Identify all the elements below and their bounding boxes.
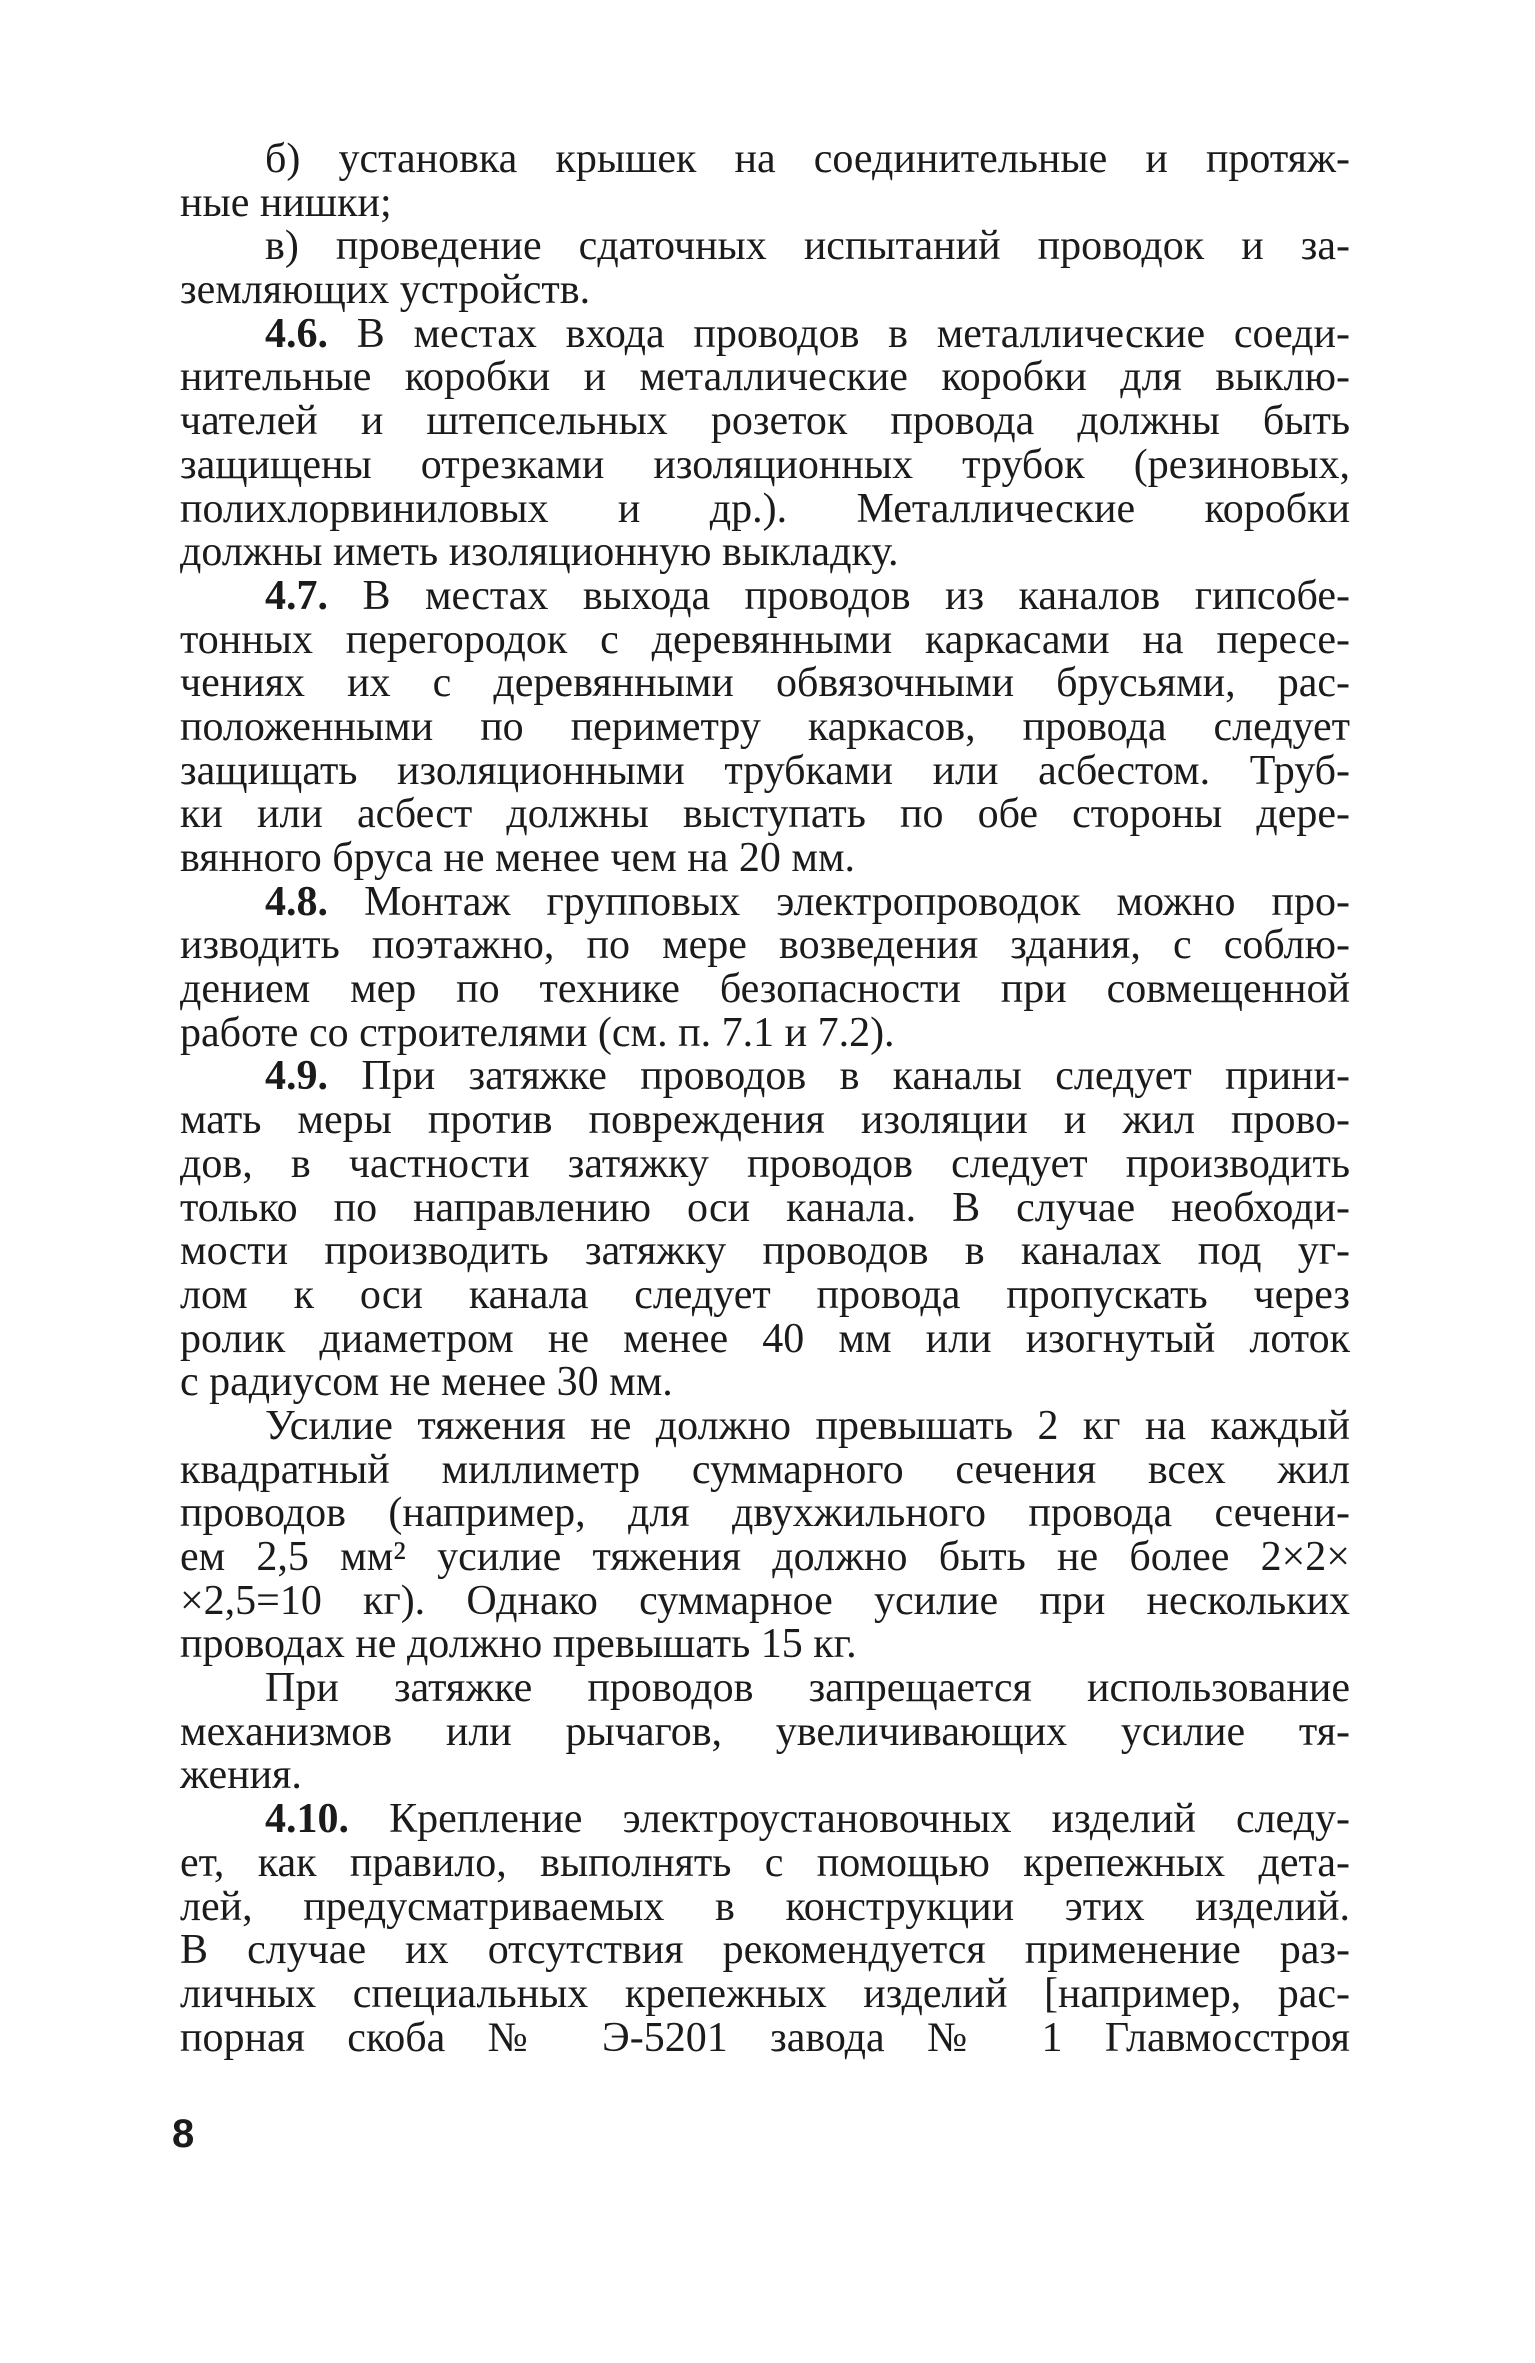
paragraph-4-7 — [180, 572, 1350, 881]
text-run: В местах выхода проводов из каналов гипсобе- — [328, 572, 1350, 619]
text-line: квадратный миллиметр суммарного сечения всех жил — [180, 1446, 1350, 1493]
text-line: дением мер по технике безопасности при совмещенной — [180, 966, 1350, 1013]
text-line — [180, 1055, 1350, 1099]
text-run: В местах входа проводов в металлические соеди- — [328, 310, 1350, 357]
text-line: лом к оси канала следует провода пропускать через — [180, 1271, 1350, 1318]
text-line: ×2,5=10 кг). Однако суммарное усилие при нескольких — [180, 1577, 1350, 1624]
text-line: ки или асбест должны выступать по обе стороны дере- — [180, 791, 1350, 838]
text-line: чениях их с деревянными обвязочными брусьями, рас- — [180, 660, 1350, 707]
paragraph — [180, 138, 1350, 225]
text-line — [180, 572, 1350, 619]
text-run: При затяжке проводов в каналы следует прини- — [328, 1053, 1350, 1100]
text-run: Монтаж групповых электропроводок можно про- — [328, 878, 1350, 925]
text-line: При затяжке проводов запрещается использование — [265, 1665, 1350, 1712]
text-line: порная скоба № Э-5201 завода № 1 Главмосстроя — [180, 2014, 1350, 2061]
paragraph-4-9 — [180, 1055, 1350, 1405]
section-number: 4.8. — [265, 878, 328, 925]
text-line: б) установка крышек на соединительные и протяж- — [265, 136, 1350, 182]
text-line: проводов (например, для двухжильного провода сечени- — [180, 1490, 1350, 1537]
text-line: жения. — [180, 1752, 302, 1799]
text-run: Крепление электроустановочных изделий следу- — [349, 1796, 1350, 1843]
section-number: 4.6. — [265, 310, 328, 357]
section-number: 4.10. — [265, 1796, 349, 1843]
text-line: ем 2,5 мм² усилие тяжения должно быть не более 2×2× — [180, 1534, 1350, 1580]
page-number: 8 — [172, 2112, 195, 2156]
text-line: полихлорвиниловых и др.). Металлические коробки — [180, 485, 1350, 532]
text-line: изводить поэтажно, по мере возведения здания, с соблю- — [180, 922, 1350, 969]
document-body — [180, 138, 1350, 2060]
text-line: личных специальных крепежных изделий [например, рас- — [180, 1970, 1350, 2017]
text-line: Усилие тяжения не должно превышать 2 кг на каждый — [265, 1402, 1350, 1449]
text-line: В случае их отсутствия рекомендуется применение раз- — [180, 1927, 1350, 1974]
text-line: положенными по периметру каркасов, провода следует — [180, 703, 1350, 750]
paragraph-4-6 — [180, 310, 1350, 576]
text-line: ет, как правило, выполнять с помощью крепежных дета- — [180, 1839, 1350, 1886]
text-line: механизмов или рычагов, увеличивающих усилие тя- — [180, 1708, 1350, 1755]
text-line: лей, предусматриваемых в конструкции этих изделий. — [180, 1883, 1350, 1930]
text-line: защищены отрезками изоляционных трубок (резиновых, — [180, 441, 1350, 488]
text-line: работе со строителями (см. п. 7.1 и 7.2). — [180, 1009, 895, 1056]
text-line: только по направлению оси канала. В случае необходи- — [180, 1184, 1350, 1231]
text-line: дов, в частности затяжку проводов следует производить — [180, 1140, 1350, 1187]
paragraph — [180, 225, 1350, 312]
text-line: нительные коробки и металлические коробки для выклю- — [180, 354, 1350, 401]
paragraph-4-8 — [180, 878, 1350, 1056]
text-line — [180, 878, 1350, 925]
paragraph — [180, 1667, 1350, 1798]
text-line: с радиусом не менее 30 мм. — [180, 1359, 673, 1406]
text-line: проводах не должно превышать 15 кг. — [180, 1621, 857, 1668]
text-line — [180, 310, 1350, 357]
text-line: ролик диаметром не менее 40 мм или изогнутый лоток — [180, 1315, 1350, 1362]
text-line — [180, 1798, 1350, 1842]
text-line: должны иметь изоляционную выкладку. — [180, 529, 899, 576]
text-line: чателей и штепсельных розеток провода должны быть — [180, 398, 1350, 445]
text-line: защищать изоляционными трубками или асбестом. Труб- — [180, 747, 1350, 794]
section-number: 4.9. — [265, 1053, 328, 1100]
text-line: мать меры против повреждения изоляции и жил прово- — [180, 1097, 1350, 1144]
text-line: ные нишки; — [180, 179, 392, 226]
text-line: земляющих устройств. — [180, 267, 591, 314]
text-line: тонных перегородок с деревянными каркасами на пересе- — [180, 616, 1350, 663]
text-line: вянного бруса не менее чем на 20 мм. — [180, 835, 856, 881]
text-line: мости производить затяжку проводов в каналах под уг- — [180, 1228, 1350, 1275]
paragraph-4-10 — [180, 1798, 1350, 2060]
text-line: в) проведение сдаточных испытаний проводок и за- — [265, 223, 1350, 270]
section-number: 4.7. — [265, 572, 328, 619]
paragraph — [180, 1402, 1350, 1668]
